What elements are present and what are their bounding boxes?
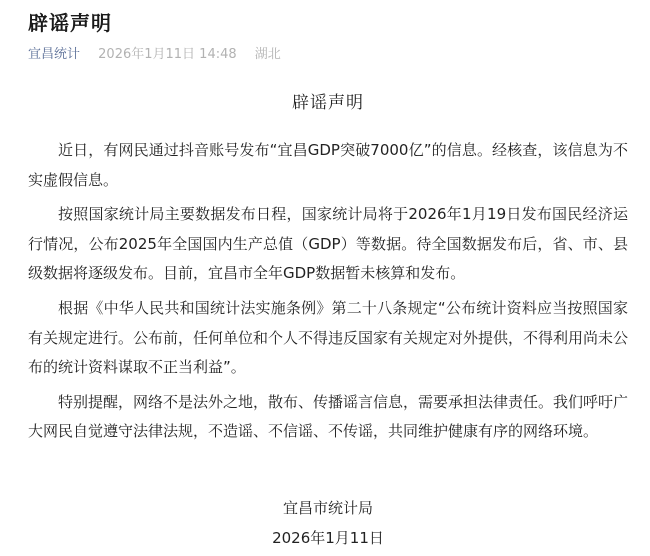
- signature-organization: 宜昌市统计局: [282, 499, 373, 517]
- statement-heading: 辟谣声明: [292, 93, 364, 113]
- paragraph-1: 近日，有网民通过抖音账号发布“宜昌GDP突破7000亿”的信息。经核查，该信息为不实虚假信息。: [28, 141, 628, 189]
- account-name-link[interactable]: 宜昌统计: [28, 47, 81, 62]
- paragraph-3: 根据《中华人民共和国统计法实施条例》第二十八条规定“公布统计资料应当按照国家有关规定进行。公布前，任何单位和个人不得违反国家有关规定对外提供，不得利用尚未公布的统计资料谋取不正当利益”。: [28, 298, 629, 377]
- paragraph-2: 按照国家统计局主要数据发布日程，国家统计局将于2026年1月19日发布国民经济运行情况，公布2025年全国国内生产总值（GDP）等数据。待全国数据发布后，省、市、县级数据将逐级发布。目前，宜昌市全年GDP数据暂未核算和发布。: [28, 205, 628, 283]
- signature-date: 2026年1月11日: [272, 529, 384, 547]
- article-meta: [28, 46, 295, 64]
- article-title: 辟谣声明: [28, 11, 112, 35]
- paragraph-4: 特别提醒，网络不是法外之地，散布、传播谣言信息，需要承担法律责任。我们呼吁广大网民自觉遵守法律法规，不造谣、不信谣、不传谣，共同维护健康有序的网络环境。: [28, 392, 629, 441]
- publish-datetime: 2026年1月11日 14:48: [98, 47, 237, 62]
- article-body: [28, 90, 629, 547]
- publish-location: 湖北: [254, 47, 281, 62]
